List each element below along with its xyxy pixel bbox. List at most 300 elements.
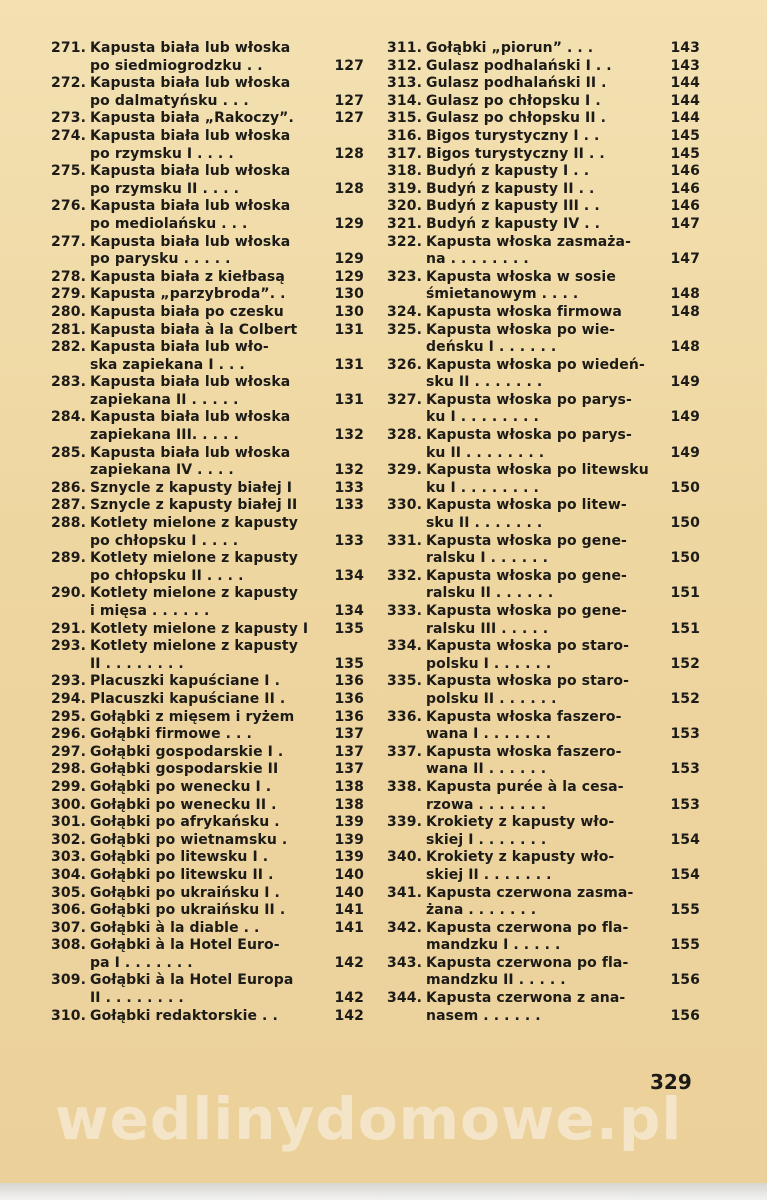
recipe-number: 328.	[387, 427, 422, 444]
recipe-title: Kapusta biała „Rakoczy”.	[90, 110, 294, 127]
recipe-page-number: 142	[334, 990, 364, 1007]
recipe-page-number: 144	[670, 75, 700, 92]
recipe-number: 322.	[387, 233, 422, 250]
recipe-entry	[382, 234, 700, 269]
recipe-title: Gołąbki gospodarskie I .	[90, 743, 284, 760]
recipe-page-number: 133	[334, 479, 364, 496]
recipe-title: Gołąbki à la Hotel Europa II . . . . . . . .	[90, 972, 294, 1007]
recipe-title: Kapusta włoska faszero- wana I . . . . . . .	[426, 708, 622, 743]
recipe-title: Placuszki kapuściane I .	[90, 673, 280, 690]
recipe-page-number: 141	[334, 919, 364, 936]
recipe-page-number: 152	[670, 690, 700, 707]
recipe-page-number: 155	[670, 902, 700, 919]
recipe-number: 315.	[387, 110, 422, 127]
recipe-title: Kapusta biała lub włoska po dalmatyńsku . . .	[90, 75, 291, 109]
recipe-title: Placuszki kapuściane II .	[90, 690, 286, 707]
recipe-page-number: 140	[334, 884, 364, 901]
recipe-entry	[44, 902, 364, 920]
recipe-entry	[382, 885, 700, 920]
recipe-title: Kapusta czerwona po fla- mandzku II . . . . .	[426, 954, 629, 989]
recipe-number: 295.	[51, 708, 86, 725]
recipe-title: Gołąbki „piorun” . . .	[426, 40, 594, 56]
recipe-number: 289.	[51, 550, 86, 567]
recipe-entry	[382, 709, 700, 744]
recipe-page-number: 146	[670, 180, 700, 197]
recipe-number: 297.	[51, 743, 86, 760]
recipe-entry	[382, 990, 700, 1025]
recipe-page-number: 128	[334, 145, 364, 162]
recipe-entry	[382, 181, 700, 199]
recipe-number: 308.	[51, 937, 86, 954]
recipe-page-number: 150	[670, 479, 700, 496]
recipe-page-number: 134	[334, 603, 364, 619]
recipe-title: Bigos turystyczny I . .	[426, 127, 600, 144]
recipe-number: 334.	[387, 638, 422, 655]
recipe-title: Kapusta włoska zasmaża- na . . . . . . . .	[426, 233, 632, 268]
recipe-number: 285.	[51, 444, 86, 461]
recipe-number: 341.	[387, 884, 422, 901]
recipe-title: Budyń z kapusty II . .	[426, 180, 595, 197]
recipe-entry	[44, 234, 364, 269]
recipe-title: Kapusta włoska po gene- ralsku III . . . . .	[426, 603, 627, 637]
recipe-number: 313.	[387, 75, 422, 92]
recipe-number: 307.	[51, 919, 86, 936]
recipe-entry	[44, 885, 364, 903]
watermark: wedlinydomowe.pl	[55, 1085, 683, 1153]
recipe-entry	[382, 40, 700, 58]
recipe-entry	[382, 216, 700, 234]
recipe-number: 343.	[387, 954, 422, 971]
recipe-entry	[382, 322, 700, 357]
recipe-title: Kapusta włoska po litew- sku II . . . . . . .	[426, 497, 627, 532]
recipe-number: 327.	[387, 391, 422, 408]
recipe-page-number: 137	[334, 726, 364, 743]
recipe-title: Gulasz po chłopsku I .	[426, 92, 601, 109]
scan-bottom-edge	[0, 1183, 767, 1200]
recipe-page-number: 143	[670, 57, 700, 74]
recipe-entry	[44, 832, 364, 850]
recipe-entry	[382, 603, 700, 638]
recipe-title: Kapusta włoska firmowa	[426, 303, 622, 320]
recipe-page-number: 148	[670, 286, 700, 303]
recipe-entry	[382, 814, 700, 849]
recipe-page-number: 154	[670, 866, 700, 883]
recipe-number: 316.	[387, 127, 422, 144]
recipe-title: Kotlety mielone z kapusty I	[90, 620, 309, 637]
recipe-entry	[44, 673, 364, 691]
recipe-title: Gołąbki po litewsku II .	[90, 866, 274, 883]
recipe-entry	[382, 392, 700, 427]
recipe-title: Kapusta włoska po staro- polsku II . . . . . .	[426, 673, 630, 707]
recipe-number: 273.	[51, 110, 86, 127]
recipe-entry	[44, 286, 364, 304]
recipe-entry	[382, 779, 700, 814]
recipe-entry	[44, 322, 364, 340]
recipe-page-number: 146	[670, 198, 700, 215]
recipe-number: 298.	[51, 761, 86, 778]
recipe-number: 337.	[387, 743, 422, 760]
recipe-entry	[44, 40, 364, 75]
recipe-page-number: 130	[334, 303, 364, 320]
recipe-title: Kapusta biała lub włoska po mediolańsku . . .	[90, 198, 291, 232]
recipe-page-number: 127	[334, 92, 364, 109]
recipe-page-number: 149	[670, 444, 700, 461]
recipe-entry	[44, 797, 364, 815]
recipe-title: Budyń z kapusty IV . .	[426, 215, 601, 232]
recipe-page-number: 155	[670, 937, 700, 954]
recipe-number: 321.	[387, 215, 422, 232]
recipe-entry	[382, 462, 700, 497]
recipe-entry	[44, 920, 364, 938]
recipe-number: 275.	[51, 163, 86, 180]
recipe-entry	[44, 638, 364, 673]
recipe-entry	[382, 744, 700, 779]
recipe-page-number: 129	[334, 268, 364, 285]
page-number: 329	[650, 1070, 692, 1094]
recipe-entry	[382, 533, 700, 568]
recipe-entry	[44, 744, 364, 762]
recipe-title: Gołąbki à la Hotel Euro- pa I . . . . . . .	[90, 937, 280, 971]
recipe-entry	[44, 128, 364, 163]
recipe-entry	[44, 1008, 364, 1026]
recipe-entry	[382, 198, 700, 216]
recipe-title: Kapusta włoska po gene- ralsku I . . . . . .	[426, 532, 627, 567]
recipe-page-number: 129	[334, 215, 364, 232]
recipe-title: Kapusta czerwona zasma- żana . . . . . . .	[426, 884, 634, 919]
recipe-page-number: 143	[670, 40, 700, 56]
recipe-number: 311.	[387, 40, 422, 56]
recipe-number: 278.	[51, 268, 86, 285]
recipe-page-number: 128	[334, 180, 364, 197]
recipe-title: Kapusta włoska po wie- deńsku I . . . . . .	[426, 321, 616, 356]
recipe-number: 272.	[51, 75, 86, 92]
recipe-entry	[44, 761, 364, 779]
recipe-page-number: 144	[670, 110, 700, 127]
recipe-page-number: 153	[670, 761, 700, 778]
recipe-page-number: 131	[334, 321, 364, 338]
recipe-number: 312.	[387, 57, 422, 74]
recipe-title: Sznycle z kapusty białej II	[90, 497, 298, 514]
recipe-title: Kotlety mielone z kapusty po chłopsku I . . . .	[90, 515, 298, 549]
right-column	[382, 40, 700, 1025]
recipe-number: 290.	[51, 585, 86, 602]
recipe-entry	[44, 480, 364, 498]
recipe-title: Krokiety z kapusty wło- skiej II . . . . . . .	[426, 849, 615, 883]
recipe-number: 299.	[51, 778, 86, 795]
recipe-page-number: 140	[334, 866, 364, 883]
recipe-entry	[44, 198, 364, 233]
recipe-title: Budyń z kapusty III . .	[426, 198, 600, 215]
recipe-number: 281.	[51, 321, 86, 338]
recipe-page-number: 141	[334, 902, 364, 919]
recipe-number: 296.	[51, 726, 86, 743]
recipe-title: Kapusta „parzybroda”. .	[90, 286, 286, 303]
recipe-title: Gołąbki redaktorskie . .	[90, 1007, 278, 1024]
recipe-entry	[382, 673, 700, 708]
recipe-number: 333.	[387, 603, 422, 619]
recipe-entry	[382, 128, 700, 146]
left-column	[44, 40, 364, 1025]
recipe-number: 335.	[387, 673, 422, 690]
recipe-entry	[382, 357, 700, 392]
recipe-number: 319.	[387, 180, 422, 197]
recipe-entry	[382, 75, 700, 93]
recipe-number: 330.	[387, 497, 422, 514]
recipe-number: 294.	[51, 690, 86, 707]
recipe-page-number: 144	[670, 92, 700, 109]
recipe-title: Kapusta biała lub wło- ska zapiekana I . . .	[90, 339, 269, 373]
recipe-entry	[44, 849, 364, 867]
recipe-title: Gołąbki à la diable . .	[90, 919, 260, 936]
recipe-title: Gołąbki po afrykańsku .	[90, 814, 280, 831]
recipe-entry	[382, 58, 700, 76]
recipe-page-number: 151	[670, 585, 700, 602]
recipe-title: Gołąbki po litewsku I .	[90, 849, 269, 866]
recipe-entry	[382, 304, 700, 322]
recipe-entry	[44, 937, 364, 972]
recipe-title: Bigos turystyczny II . .	[426, 145, 605, 162]
recipe-entry	[44, 691, 364, 709]
recipe-number: 287.	[51, 497, 86, 514]
recipe-title: Kapusta biała po czesku	[90, 303, 284, 320]
recipe-number: 282.	[51, 339, 86, 356]
recipe-number: 302.	[51, 831, 86, 848]
recipe-entry	[44, 75, 364, 110]
recipe-number: 338.	[387, 778, 422, 795]
recipe-number: 271.	[51, 40, 86, 56]
recipe-page-number: 153	[670, 726, 700, 743]
recipe-number: 318.	[387, 163, 422, 180]
recipe-title: Gołąbki po ukraińsku II .	[90, 902, 286, 919]
recipe-number: 303.	[51, 849, 86, 866]
recipe-number: 332.	[387, 567, 422, 584]
recipe-title: Kapusta włoska w sosie śmietanowym . . . .	[426, 268, 616, 303]
recipe-number: 293.	[51, 673, 86, 690]
recipe-title: Gołąbki z mięsem i ryżem	[90, 708, 295, 725]
recipe-title: Gołąbki po wenecku I .	[90, 778, 272, 795]
recipe-number: 274.	[51, 127, 86, 144]
recipe-title: Gołąbki gospodarskie II	[90, 761, 279, 778]
recipe-entry	[44, 409, 364, 444]
recipe-page-number: 127	[334, 57, 364, 74]
recipe-page-number: 154	[670, 831, 700, 848]
recipe-entry	[382, 568, 700, 603]
recipe-number: 323.	[387, 268, 422, 285]
recipe-page-number: 132	[334, 462, 364, 479]
recipe-page-number: 137	[334, 761, 364, 778]
recipe-page-number: 142	[334, 1007, 364, 1024]
recipe-page-number: 139	[334, 831, 364, 848]
recipe-entry	[382, 920, 700, 955]
recipe-entry	[382, 93, 700, 111]
recipe-number: 286.	[51, 479, 86, 496]
recipe-number: 339.	[387, 814, 422, 831]
recipe-entry	[44, 110, 364, 128]
recipe-page-number: 148	[670, 303, 700, 320]
recipe-page-number: 150	[670, 550, 700, 567]
recipe-title: Kapusta włoska po parys- ku I . . . . . . . .	[426, 391, 632, 426]
recipe-page-number: 146	[670, 163, 700, 180]
recipe-page-number: 133	[334, 497, 364, 514]
recipe-entry	[44, 867, 364, 885]
recipe-entry	[44, 726, 364, 744]
recipe-title: Kotlety mielone z kapusty i mięsa . . . . . .	[90, 585, 298, 619]
recipe-number: 277.	[51, 233, 86, 250]
recipe-entry	[44, 163, 364, 198]
recipe-number: 340.	[387, 849, 422, 866]
recipe-title: Kapusta włoska po parys- ku II . . . . . . . .	[426, 427, 632, 461]
recipe-number: 288.	[51, 515, 86, 532]
recipe-title: Krokiety z kapusty wło- skiej I . . . . . . .	[426, 814, 615, 848]
recipe-page-number: 149	[670, 409, 700, 426]
recipe-page-number: 156	[670, 1007, 700, 1024]
recipe-title: Sznycle z kapusty białej I	[90, 479, 293, 496]
recipe-page-number: 135	[334, 620, 364, 637]
recipe-page-number: 127	[334, 110, 364, 127]
recipe-number: 300.	[51, 796, 86, 813]
recipe-number: 276.	[51, 198, 86, 215]
recipe-entry	[44, 972, 364, 1007]
recipe-title: Kapusta biała lub włoska po parysku . . . . .	[90, 233, 291, 268]
recipe-page-number: 142	[334, 954, 364, 971]
recipe-number: 325.	[387, 321, 422, 338]
recipe-title: Kapusta biała à la Colbert	[90, 321, 298, 338]
recipe-page-number: 151	[670, 620, 700, 637]
recipe-number: 329.	[387, 462, 422, 479]
recipe-title: Kapusta biała lub włoska zapiekana II . . . . .	[90, 374, 291, 408]
recipe-title: Kapusta włoska po litewsku ku I . . . . . . . .	[426, 462, 649, 496]
recipe-number: 309.	[51, 972, 86, 989]
recipe-page-number: 156	[670, 972, 700, 989]
recipe-number: 293.	[51, 638, 86, 655]
recipe-title: Kotlety mielone z kapusty po chłopsku II . . . .	[90, 550, 298, 584]
recipe-page-number: 149	[670, 374, 700, 391]
recipe-entry	[44, 779, 364, 797]
recipe-page-number: 136	[334, 708, 364, 725]
recipe-page-number: 139	[334, 814, 364, 831]
recipe-entry	[382, 110, 700, 128]
recipe-entry	[44, 497, 364, 515]
recipe-page-number: 145	[670, 127, 700, 144]
recipe-title: Kapusta purée à la cesa- rzowa . . . . . . .	[426, 778, 624, 813]
recipe-page-number: 133	[334, 532, 364, 549]
recipe-page-number: 138	[334, 778, 364, 795]
recipe-title: Kapusta biała lub włoska po siedmiogrodzku . .	[90, 40, 291, 74]
recipe-number: 342.	[387, 919, 422, 936]
recipe-entry	[382, 269, 700, 304]
recipe-title: Kotlety mielone z kapusty II . . . . . . . .	[90, 638, 298, 672]
recipe-entry	[44, 550, 364, 585]
recipe-entry	[382, 638, 700, 673]
recipe-title: Gulasz podhalański II .	[426, 75, 607, 92]
recipe-entry	[44, 374, 364, 409]
recipe-page-number: 130	[334, 286, 364, 303]
recipe-title: Kapusta włoska po gene- ralsku II . . . . . .	[426, 567, 627, 602]
recipe-page-number: 138	[334, 796, 364, 813]
recipe-number: 320.	[387, 198, 422, 215]
recipe-number: 306.	[51, 902, 86, 919]
recipe-title: Gołąbki po wietnamsku .	[90, 831, 288, 848]
recipe-page-number: 147	[670, 215, 700, 232]
recipe-number: 324.	[387, 303, 422, 320]
recipe-number: 326.	[387, 356, 422, 373]
recipe-number: 301.	[51, 814, 86, 831]
recipe-entry	[382, 427, 700, 462]
recipe-entry	[44, 709, 364, 727]
recipe-title: Kapusta czerwona z ana- nasem . . . . . .	[426, 990, 626, 1024]
recipe-title: Gulasz po chłopsku II .	[426, 110, 607, 127]
recipe-title: Gołąbki po wenecku II .	[90, 796, 277, 813]
recipe-page-number: 139	[334, 849, 364, 866]
recipe-entry	[382, 849, 700, 884]
recipe-page-number: 132	[334, 427, 364, 444]
recipe-page-number: 152	[670, 655, 700, 672]
recipe-title: Budyń z kapusty I . .	[426, 163, 590, 180]
recipe-title: Gulasz podhalański I . .	[426, 57, 612, 74]
recipe-page-number: 147	[670, 251, 700, 268]
recipe-number: 280.	[51, 303, 86, 320]
recipe-number: 310.	[51, 1007, 86, 1024]
recipe-page-number: 131	[334, 391, 364, 408]
recipe-entry	[44, 585, 364, 620]
recipe-page-number: 153	[670, 796, 700, 813]
recipe-title: Kapusta włoska po wiedeń- sku II . . . . . . .	[426, 356, 645, 391]
recipe-page-number: 131	[334, 356, 364, 373]
recipe-number: 305.	[51, 884, 86, 901]
recipe-title: Gołąbki po ukraińsku I .	[90, 884, 280, 901]
recipe-entry	[44, 339, 364, 374]
recipe-number: 344.	[387, 990, 422, 1007]
recipe-number: 304.	[51, 866, 86, 883]
recipe-page-number: 136	[334, 690, 364, 707]
recipe-entry	[44, 304, 364, 322]
recipe-title: Gołąbki firmowe . . .	[90, 726, 252, 743]
recipe-title: Kapusta biała lub włoska po rzymsku I . . . .	[90, 127, 291, 162]
recipe-title: Kapusta biała lub włoska zapiekana IV . . . .	[90, 444, 291, 479]
recipe-page-number: 150	[670, 515, 700, 532]
recipe-entry	[382, 163, 700, 181]
recipe-title: Kapusta czerwona po fla- mandzku I . . . . .	[426, 919, 629, 954]
recipe-number: 279.	[51, 286, 86, 303]
recipe-number: 291.	[51, 620, 86, 637]
recipe-page-number: 135	[334, 655, 364, 672]
recipe-number: 314.	[387, 92, 422, 109]
recipe-title: Kapusta biała lub włoska zapiekana III. . . . .	[90, 409, 291, 444]
recipe-page-number: 137	[334, 743, 364, 760]
recipe-page-number: 145	[670, 145, 700, 162]
recipe-entry	[44, 621, 364, 639]
recipe-number: 336.	[387, 708, 422, 725]
recipe-page-number: 134	[334, 567, 364, 584]
recipe-entry	[44, 814, 364, 832]
recipe-entry	[44, 515, 364, 550]
recipe-title: Kapusta włoska faszero- wana II . . . . . .	[426, 743, 622, 778]
recipe-title: Kapusta włoska po staro- polsku I . . . . . .	[426, 638, 630, 672]
recipe-entry	[44, 445, 364, 480]
recipe-title: Kapusta biała z kiełbasą	[90, 268, 285, 285]
recipe-entry	[382, 146, 700, 164]
recipe-number: 284.	[51, 409, 86, 426]
recipe-page-number: 129	[334, 251, 364, 268]
recipe-entry	[44, 269, 364, 287]
recipe-number: 317.	[387, 145, 422, 162]
recipe-number: 283.	[51, 374, 86, 391]
recipe-number: 331.	[387, 532, 422, 549]
recipe-title: Kapusta biała lub włoska po rzymsku II . . . .	[90, 163, 291, 197]
recipe-entry	[382, 497, 700, 532]
recipe-page-number: 148	[670, 339, 700, 356]
recipe-entry	[382, 955, 700, 990]
